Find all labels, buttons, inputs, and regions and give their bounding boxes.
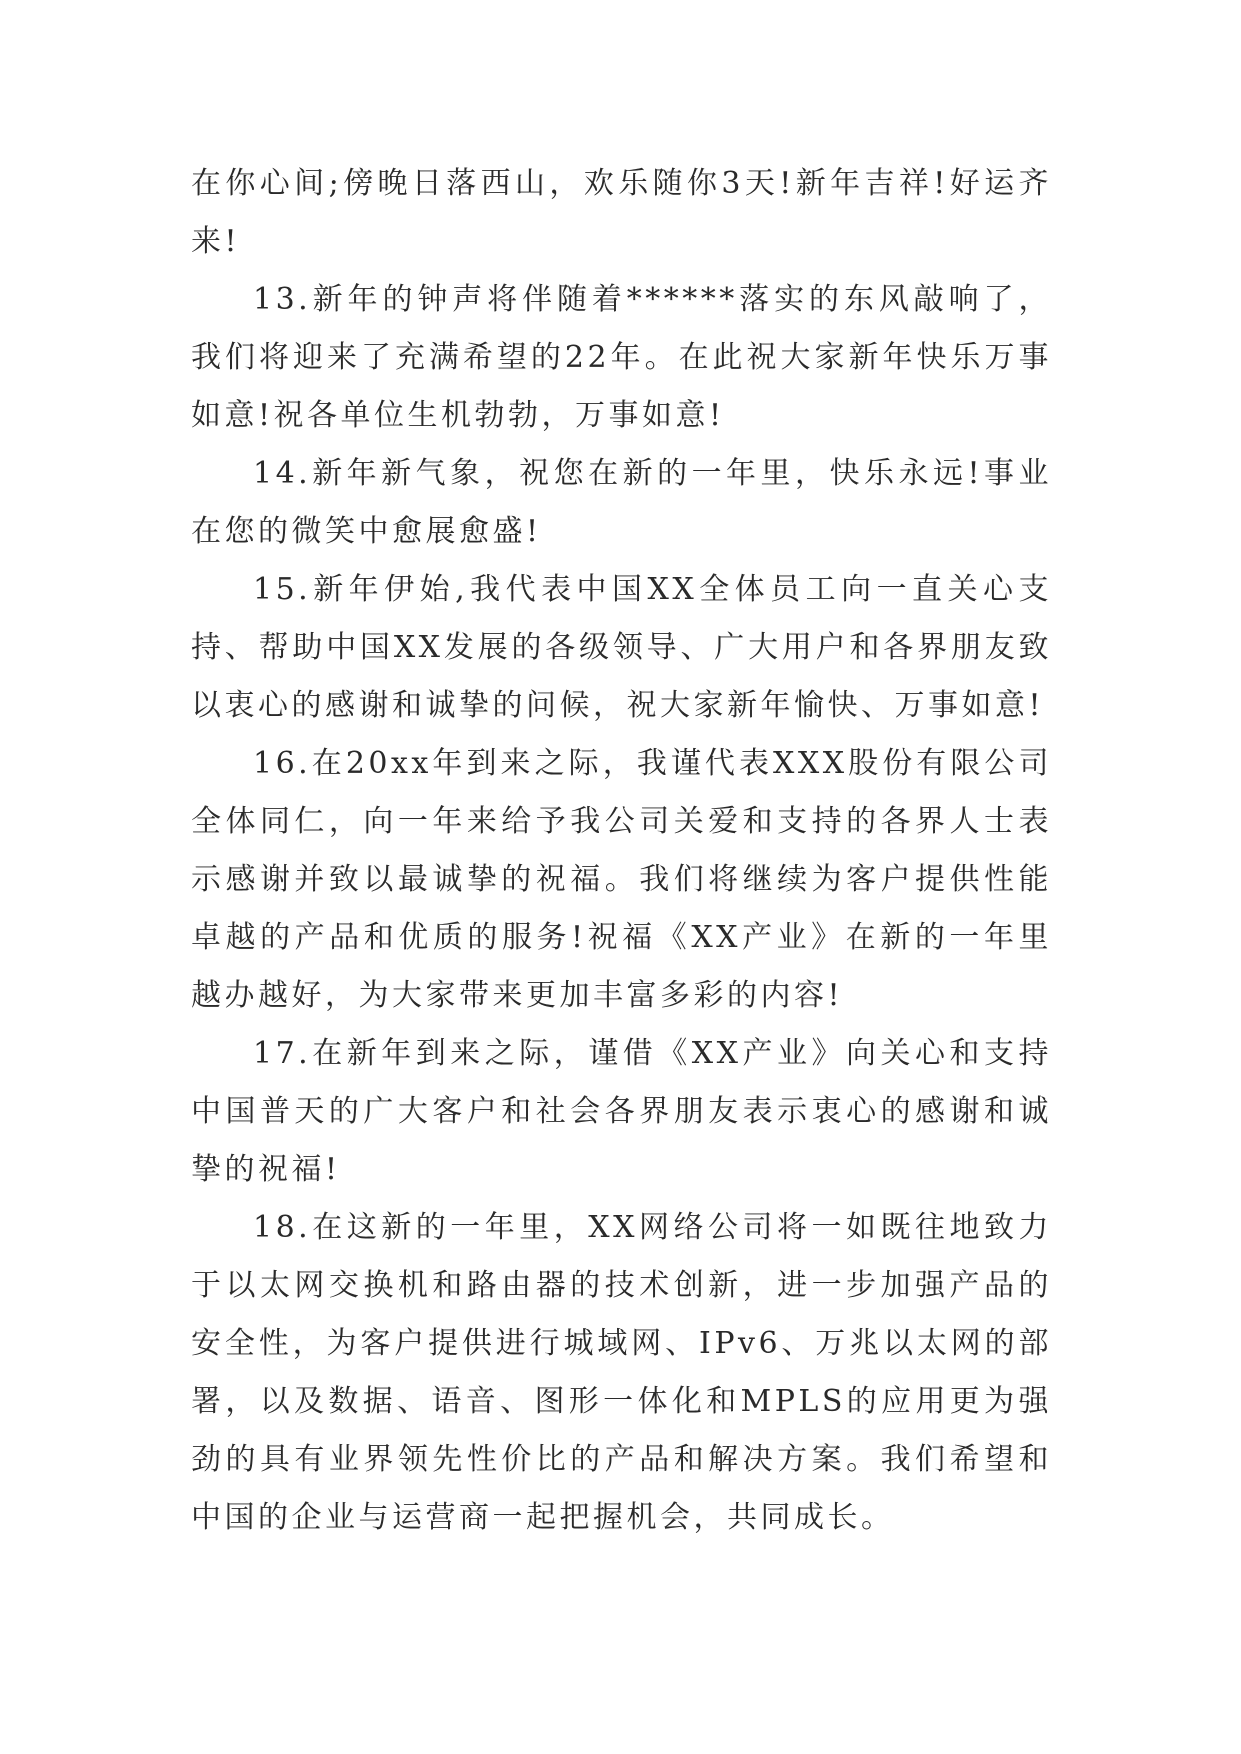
paragraph-item-15: 15.新年伊始,我代表中国XX全体员工向一直关心支持、帮助中国XX发展的各级领导、广大用户和各界朋友致以衷心的感谢和诚挚的问候，祝大家新年愉快、万事如意!: [191, 572, 1052, 723]
paragraph-item-17: 17.在新年到来之际，谨借《XX产业》向关心和支持中国普天的广大客户和社会各界朋友表示衷心的感谢和诚挚的祝福!: [191, 1036, 1052, 1187]
paragraph-item-13: 13.新年的钟声将伴随着******落实的东风敲响了，我们将迎来了充满希望的22年。在此祝大家新年快乐万事如意!祝各单位生机勃勃，万事如意!: [191, 282, 1052, 433]
paragraph-item-16: 16.在20xx年到来之际，我谨代表XXX股份有限公司全体同仁，向一年来给予我公司关爱和支持的各界人士表示感谢并致以最诚挚的祝福。我们将继续为客户提供性能卓越的产品和优质的服务!祝福《XX产业》在新的一年里越办越好，为大家带来更加丰富多彩的内容!: [191, 746, 1052, 1013]
paragraph-item-14: 14.新年新气象，祝您在新的一年里，快乐永远!事业在您的微笑中愈展愈盛!: [191, 456, 1052, 549]
paragraph-continuation: 在你心间;傍晚日落西山，欢乐随你3天!新年吉祥!好运齐来!: [191, 166, 1052, 259]
document-body: [191, 155, 1052, 1547]
paragraph-item-18: 18.在这新的一年里，XX网络公司将一如既往地致力于以太网交换机和路由器的技术创新，进一步加强产品的安全性，为客户提供进行城域网、IPv6、万兆以太网的部署，以及数据、语音、图形一体化和MPLS的应用更为强劲的具有业界领先性价比的产品和解决方案。我们希望和中国的企业与运营商一起把握机会，共同成长。: [191, 1210, 1052, 1535]
